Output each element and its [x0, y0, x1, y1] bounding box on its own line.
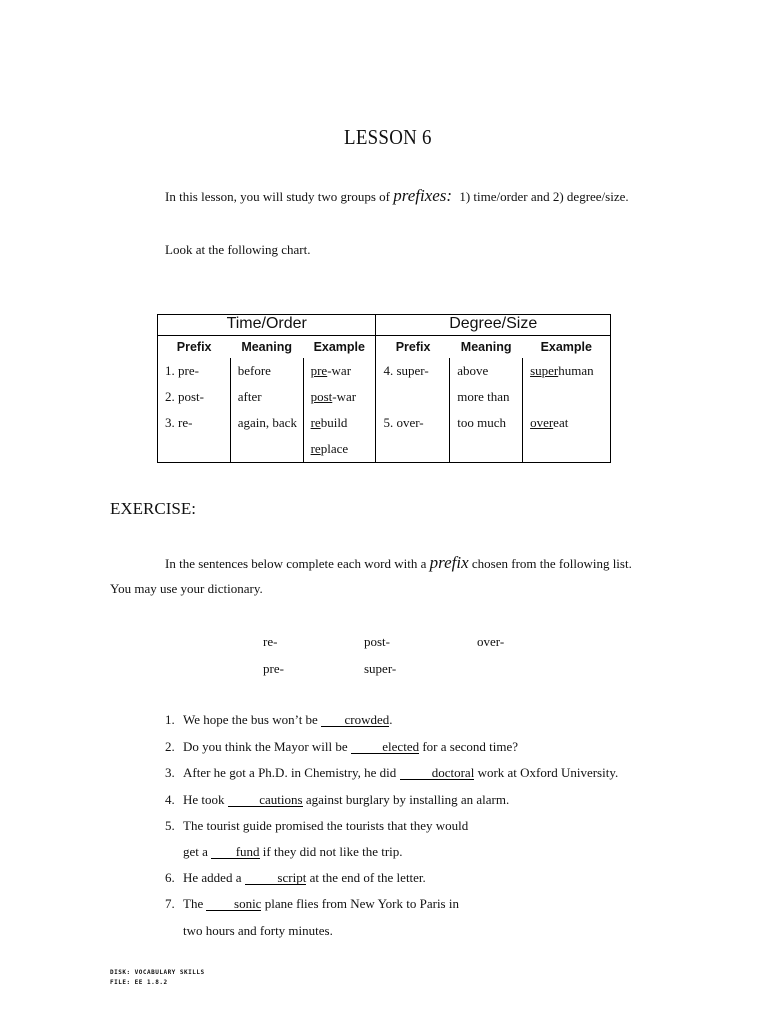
group-header-degree-size: Degree/Size: [376, 315, 611, 336]
footer-file: FILE: EE 1.8.2: [110, 979, 168, 986]
sentence-text: two hours and forty minutes.: [183, 923, 333, 938]
sentence-text: Do you think the Mayor will be: [183, 739, 351, 754]
instruction-text-end: chosen from the following list.: [471, 556, 632, 571]
fill-in-blank[interactable]: cautions: [228, 793, 303, 807]
fill-in-blank[interactable]: elected: [351, 740, 419, 754]
sentence-number: 2.: [165, 739, 175, 754]
column-header: Meaning: [241, 340, 293, 354]
example-cell: [523, 436, 611, 463]
prefix-option: re-: [263, 634, 278, 649]
prefix-cell: 3. re-: [158, 410, 231, 436]
example-prefix: super: [530, 363, 559, 378]
example-prefix: pre: [310, 363, 328, 378]
example-cell: [523, 384, 611, 410]
chart-intro: Look at the following chart.: [165, 242, 311, 257]
example-stem: place: [320, 441, 349, 456]
meaning-cell: above: [450, 358, 523, 384]
sentence-line: [165, 765, 618, 781]
footer-disk: DISK: VOCABULARY SKILLS: [110, 969, 205, 976]
example-prefix: re: [310, 415, 321, 430]
example-cell: [523, 410, 611, 436]
page-title: LESSON 6: [344, 125, 432, 149]
prefix-option: post-: [364, 634, 390, 649]
example-cell: [303, 384, 376, 410]
sentence-line: [183, 844, 403, 860]
sentence-text-end: if they did not like the trip.: [259, 844, 403, 859]
meaning-cell: [230, 436, 303, 463]
sentence-text-end: at the end of the letter.: [306, 870, 426, 885]
prefix-cell: [158, 436, 231, 463]
sentence-line: [183, 923, 333, 939]
fill-in-blank[interactable]: doctoral: [400, 766, 475, 780]
sentence-text: We hope the bus won’t be: [183, 712, 322, 727]
sentence-number: 3.: [165, 765, 175, 780]
prefix-cell: [376, 384, 450, 410]
chart-row: [158, 358, 611, 384]
prefix-option: super-: [364, 661, 397, 676]
sentence-line: [165, 896, 459, 912]
exercise-heading: EXERCISE:: [110, 499, 196, 518]
example-cell: [303, 436, 376, 463]
column-header: Prefix: [376, 336, 450, 359]
group-header-time-order: Time/Order: [158, 315, 376, 336]
sentence-text-end: against burglary by installing an alarm.: [302, 792, 510, 807]
prefix-cell: [376, 436, 450, 463]
sentence-text: get a: [183, 844, 212, 859]
example-prefix: post: [310, 389, 333, 404]
meaning-cell: after: [230, 384, 303, 410]
sentence-text: After he got a Ph.D. in Chemistry, he did: [183, 765, 400, 780]
sentence-text: He added a: [183, 870, 245, 885]
instruction-term: prefix: [429, 553, 469, 572]
column-header: Meaning: [460, 340, 512, 354]
intro-groups: 1) time/order and 2) degree/size.: [459, 189, 629, 204]
sentence-line: [165, 739, 518, 755]
chart-row: [158, 436, 611, 463]
sentence-number: 1.: [165, 712, 175, 727]
sentence-text: He took: [183, 792, 228, 807]
sentence-text-end: work at Oxford University.: [474, 765, 619, 780]
meaning-cell: too much: [450, 410, 523, 436]
sentence-number: 6.: [165, 870, 175, 885]
sentence-text: The: [183, 896, 207, 911]
column-header: Example: [313, 340, 365, 354]
sentence-line: [165, 712, 393, 728]
exercise-instructions: [165, 553, 632, 573]
prefix-cell: 4. super-: [376, 358, 450, 384]
fill-in-blank[interactable]: crowded: [321, 713, 389, 727]
prefix-cell: 5. over-: [376, 410, 450, 436]
intro-text: In this lesson, you will study two groups of: [165, 189, 390, 204]
intro-paragraph: [165, 186, 629, 206]
meaning-cell: more than: [450, 384, 523, 410]
fill-in-blank[interactable]: fund: [211, 845, 259, 859]
example-prefix: re: [310, 441, 321, 456]
meaning-cell: again, back: [230, 410, 303, 436]
example-stem: -war: [332, 389, 357, 404]
column-header: Prefix: [176, 340, 212, 354]
intro-term: prefixes:: [393, 186, 453, 205]
sentence-line: [165, 818, 468, 834]
chart-row: [158, 410, 611, 436]
example-cell: [303, 358, 376, 384]
instruction-text: In the sentences below complete each word with a: [165, 556, 427, 571]
prefix-option: pre-: [263, 661, 284, 676]
sentence-line: [165, 870, 426, 886]
example-cell: [523, 358, 611, 384]
example-stem: eat: [553, 415, 569, 430]
chart-row: [158, 384, 611, 410]
sentence-number: 5.: [165, 818, 175, 833]
prefix-chart: [157, 314, 611, 463]
example-stem: build: [320, 415, 348, 430]
sentence-number: 4.: [165, 792, 175, 807]
sentence-text-end: plane flies from New York to Paris in: [261, 896, 459, 911]
sentence-text: The tourist guide promised the tourists that they would: [183, 818, 469, 833]
column-header: Example: [540, 340, 592, 354]
prefix-cell: 1. pre-: [158, 358, 231, 384]
prefix-cell: 2. post-: [158, 384, 231, 410]
meaning-cell: before: [230, 358, 303, 384]
meaning-cell: [450, 436, 523, 463]
sentence-text-end: for a second time?: [419, 739, 518, 754]
sentence-text-end: .: [389, 712, 393, 727]
example-cell: [303, 410, 376, 436]
sentence-number: 7.: [165, 896, 175, 911]
fill-in-blank[interactable]: sonic: [206, 897, 261, 911]
example-stem: human: [558, 363, 594, 378]
example-prefix: over: [530, 415, 554, 430]
instruction-line-2: You may use your dictionary.: [110, 581, 263, 596]
example-stem: -war: [327, 363, 352, 378]
prefix-option: over-: [477, 634, 505, 649]
sentence-line: [165, 792, 509, 808]
fill-in-blank[interactable]: script: [245, 871, 307, 885]
